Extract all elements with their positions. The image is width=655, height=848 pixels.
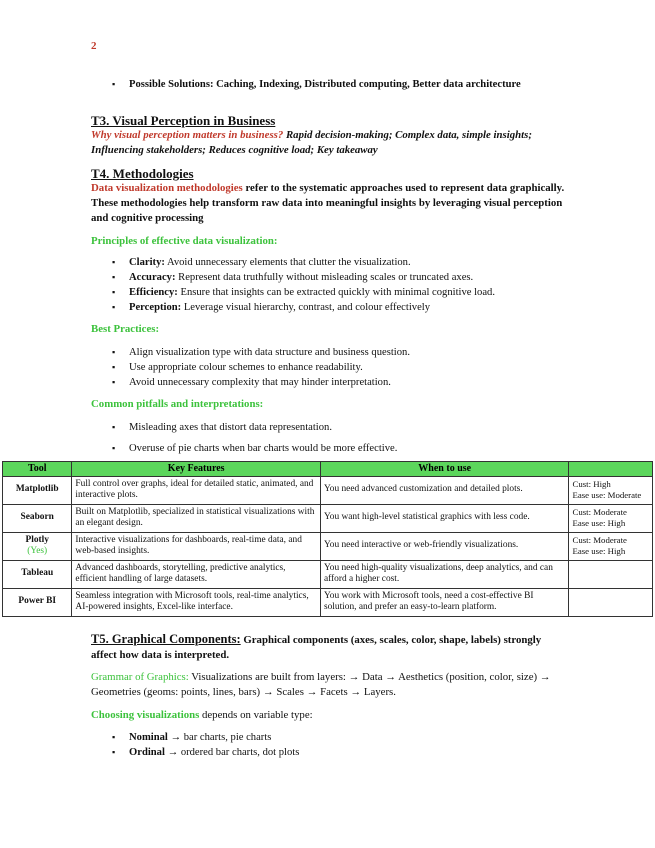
t4-intro xyxy=(91,181,565,226)
tool-cell xyxy=(3,476,72,504)
t4-heading xyxy=(91,166,194,182)
principle-label: Accuracy: xyxy=(129,272,176,283)
table-row xyxy=(3,532,653,560)
type-label: Nominal xyxy=(129,732,168,743)
tool-note: (Yes) xyxy=(27,546,48,556)
list-item: ▪ Overuse of pie charts when bar charts would be more effective. xyxy=(112,441,582,456)
when-cell: You want high-level statistical graphics with less code. xyxy=(320,504,569,532)
principles-list xyxy=(112,255,582,315)
grammar-paragraph xyxy=(91,670,565,700)
best-practices-heading: Best Practices: xyxy=(91,323,160,335)
pitfalls-list xyxy=(112,420,582,456)
list-item: ▪ Misleading axes that distort data representation. xyxy=(112,420,582,435)
t5-title: T5. Graphical Components: xyxy=(91,632,241,646)
list-item: ▪ Align visualization type with data structure and business question. xyxy=(112,345,582,360)
note-line: Cust: High xyxy=(572,479,611,489)
grammar-text: Visualizations are built from layers: → Data → Aesthetics (position, color, size) → Geometries (geoms: points, lines, bars) → Scales → Facets → Layers. xyxy=(91,671,551,698)
t4-title: T4. Methodologies xyxy=(91,166,194,181)
solutions-list xyxy=(112,77,564,92)
page-number: 2 xyxy=(91,40,97,52)
notes-cell xyxy=(569,588,653,616)
type-label: Ordinal xyxy=(129,747,165,758)
type-text: → bar charts, pie charts xyxy=(167,732,272,743)
note-line: Ease use: Moderate xyxy=(572,490,642,500)
tools-table xyxy=(2,461,653,617)
table-row xyxy=(3,588,653,616)
table-row xyxy=(3,504,653,532)
note-line: Ease use: High xyxy=(572,546,626,556)
header-when: When to use xyxy=(320,462,569,477)
bullet-label: Possible Solutions: xyxy=(129,79,214,90)
features-cell: Seamless integration with Microsoft tools, real-time analytics, AI-powered insights, Excel-like interface. xyxy=(72,588,321,616)
note-line: Cust: Moderate xyxy=(572,507,627,517)
t3-title: T3. Visual Perception in Business xyxy=(91,113,276,128)
t5-paragraph xyxy=(91,632,565,663)
list-item xyxy=(112,745,582,760)
tool-name: Matplotlib xyxy=(15,484,59,495)
list-item xyxy=(112,255,582,270)
tool-cell xyxy=(3,504,72,532)
type-text: → ordered bar charts, dot plots xyxy=(164,747,300,758)
principle-text: Represent data truthfully without misleading scales or truncated axes. xyxy=(175,272,474,283)
tool-name: Tableau xyxy=(21,568,54,579)
notes-cell xyxy=(569,560,653,588)
notes-cell xyxy=(569,504,653,532)
when-cell: You work with Microsoft tools, need a cost-effective BI solution, and prefer an easy-to-learn platform. xyxy=(320,588,569,616)
header-tool: Tool xyxy=(3,462,72,477)
when-cell: You need interactive or web-friendly visualizations. xyxy=(320,532,569,560)
principle-text: Avoid unnecessary elements that clutter the visualization. xyxy=(164,257,411,268)
tool-name: Power BI xyxy=(18,596,56,607)
t3-heading xyxy=(91,113,275,129)
grammar-label: Grammar of Graphics: xyxy=(91,671,189,683)
best-practices-list xyxy=(112,345,582,390)
tool-cell xyxy=(3,560,72,588)
bullet-text: Caching, Indexing, Distributed computing, Better data architecture xyxy=(213,79,521,90)
header-features: Key Features xyxy=(72,462,321,477)
table-row xyxy=(3,476,653,504)
principle-label: Clarity: xyxy=(129,257,165,268)
choosing-paragraph xyxy=(91,708,565,723)
t3-question: Why visual perception matters in business? xyxy=(91,129,284,141)
tool-name: Seaborn xyxy=(20,512,54,523)
t3-answer: Rapid decision-making; Complex data, simple insights; Influencing stakeholders; Reduces cognitive load; Key takeaway xyxy=(91,129,532,156)
t3-paragraph xyxy=(91,128,565,158)
t4-intro-text: refer to the systematic approaches used to represent data graphically. These methodologies help transform raw data into meaningful insights by leveraging visual perception and cognitive processing xyxy=(91,182,565,224)
list-item xyxy=(112,300,582,315)
list-item: ▪ Avoid unnecessary complexity that may hinder interpretation. xyxy=(112,375,582,390)
principle-text: Leverage visual hierarchy, contrast, and colour effectively xyxy=(181,302,431,313)
variable-types-list xyxy=(112,730,582,760)
features-cell: Advanced dashboards, storytelling, predictive analytics, efficient handling of large datasets. xyxy=(72,560,321,588)
note-line: Cust: Moderate xyxy=(572,535,627,545)
features-cell: Interactive visualizations for dashboards, real-time data, and web-based insights. xyxy=(72,532,321,560)
principle-label: Perception: xyxy=(129,302,182,313)
list-item: ▪ Use appropriate colour schemes to enhance readability. xyxy=(112,360,582,375)
when-cell: You need advanced customization and detailed plots. xyxy=(320,476,569,504)
features-cell: Built on Matplotlib, specialized in statistical visualizations with an elegant design. xyxy=(72,504,321,532)
principle-text: Ensure that insights can be extracted quickly with minimal cognitive load. xyxy=(177,287,495,298)
principle-label: Efficiency: xyxy=(129,287,178,298)
t5-text: Graphical components (axes, scales, color, shape, labels) strongly affect how data is interpreted. xyxy=(91,634,542,661)
pitfalls-heading: Common pitfalls and interpretations: xyxy=(91,398,264,410)
notes-cell xyxy=(569,476,653,504)
principles-heading: Principles of effective data visualization: xyxy=(91,235,278,247)
choosing-label: Choosing visualizations xyxy=(91,709,200,721)
note-line: Ease use: High xyxy=(572,518,626,528)
list-item xyxy=(112,270,582,285)
features-cell: Full control over graphs, ideal for detailed static, animated, and interactive plots. xyxy=(72,476,321,504)
table-header-row xyxy=(3,462,653,477)
list-item xyxy=(112,77,564,92)
tool-cell xyxy=(3,588,72,616)
tool-name: Plotly xyxy=(25,534,49,545)
notes-cell xyxy=(569,532,653,560)
t4-intro-term: Data visualization methodologies xyxy=(91,182,243,194)
header-notes xyxy=(569,462,653,477)
when-cell: You need high-quality visualizations, deep analytics, and can afford a higher cost. xyxy=(320,560,569,588)
list-item xyxy=(112,285,582,300)
tool-cell xyxy=(3,532,72,560)
choosing-text: depends on variable type: xyxy=(199,709,313,721)
list-item xyxy=(112,730,582,745)
table-row xyxy=(3,560,653,588)
